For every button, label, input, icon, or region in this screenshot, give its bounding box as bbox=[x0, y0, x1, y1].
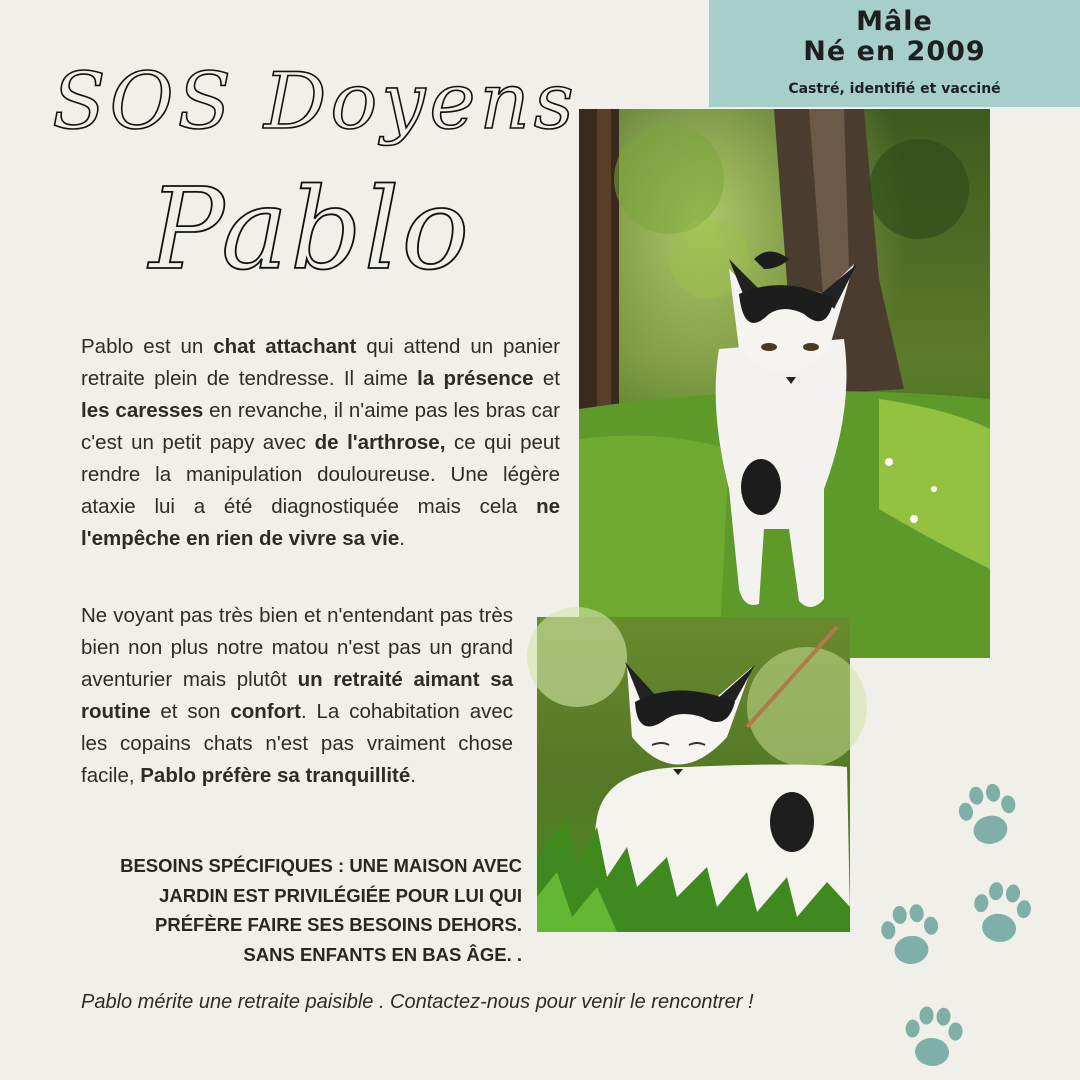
sex-label: Mâle bbox=[856, 6, 933, 37]
emphasis-text: les caresses bbox=[81, 399, 204, 422]
info-badge bbox=[709, 0, 1080, 107]
body-text: et bbox=[533, 367, 560, 390]
paw-icon bbox=[955, 780, 1021, 852]
specific-needs bbox=[60, 851, 522, 969]
health-status-label: Castré, identifié et vacciné bbox=[788, 81, 1001, 97]
description-paragraph-2 bbox=[81, 600, 513, 792]
page-title bbox=[52, 18, 578, 308]
cat-photo-walking bbox=[579, 109, 990, 658]
needs-line: JARDIN EST PRIVILÉGIÉE POUR LUI QUI bbox=[159, 884, 522, 906]
paw-icon bbox=[877, 900, 943, 972]
body-text: . bbox=[399, 527, 405, 550]
emphasis-text: confort bbox=[230, 700, 301, 723]
paw-icon bbox=[968, 878, 1034, 950]
footer-call-to-action: Pablo mérite une retraite paisible . Contactez-nous pour venir le rencontrer ! bbox=[81, 991, 754, 1013]
cat-photo-resting bbox=[537, 617, 850, 932]
emphasis-text: Pablo préfère sa tranquillité bbox=[140, 764, 411, 787]
emphasis-text: chat attachant bbox=[213, 335, 357, 358]
body-text: en revanche, il n'aime pas les bras car c'est un petit papy avec bbox=[81, 399, 560, 454]
description-paragraph-1 bbox=[81, 331, 560, 555]
title-org: SOS Doyens bbox=[52, 57, 578, 147]
emphasis-text: la présence bbox=[417, 367, 534, 390]
body-text: et son bbox=[150, 700, 231, 723]
title-pet-name: Pablo bbox=[148, 165, 472, 295]
body-text: ce qui peut rendre la manipulation douloureuse. Une légère ataxie lui a été diagnostiquée mais cela bbox=[81, 431, 560, 518]
emphasis-text: de l'arthrose, bbox=[314, 431, 446, 454]
emphasis-text: ne l'empêche en rien de vivre sa vie bbox=[81, 495, 560, 550]
body-text: . La cohabitation avec les copains chats n'est pas vraiment chose facile, bbox=[81, 700, 513, 787]
body-text: Ne voyant pas très bien et n'entendant pas très bien non plus notre matou n'est pas un grand aventurier mais plutôt bbox=[81, 604, 513, 691]
body-text: Pablo est un bbox=[81, 335, 214, 358]
body-text: . bbox=[410, 764, 416, 787]
birth-year-label: Né en 2009 bbox=[803, 36, 986, 67]
needs-line: PRÉFÈRE FAIRE SES BESOINS DEHORS. bbox=[155, 914, 522, 935]
paw-icon bbox=[900, 1002, 966, 1074]
emphasis-text: un retraité aimant sa routine bbox=[81, 668, 513, 723]
needs-line: SANS ENFANTS EN BAS ÂGE. . bbox=[243, 943, 522, 965]
needs-line: BESOINS SPÉCIFIQUES : UNE MAISON AVEC bbox=[120, 855, 522, 876]
body-text: qui attend un panier retraite plein de tendresse. Il aime bbox=[81, 335, 560, 390]
